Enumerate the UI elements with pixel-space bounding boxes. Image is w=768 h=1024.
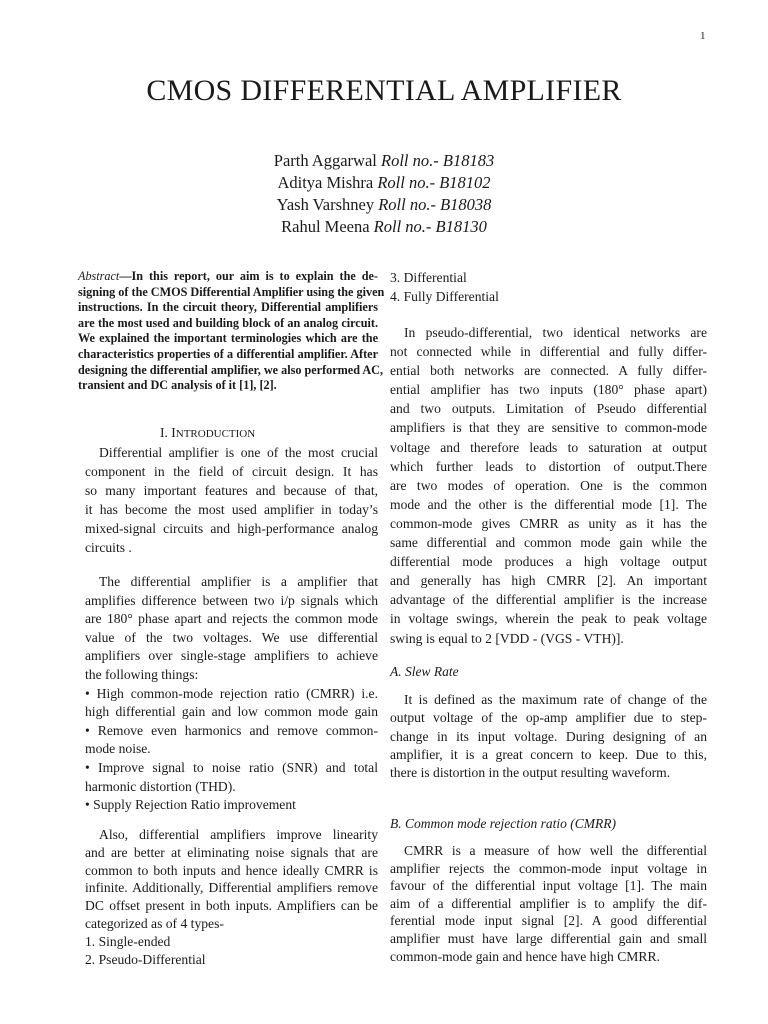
slew-rate-paragraph: [390, 691, 707, 782]
abstract-line: designing the differential amplifier, we also performed AC,: [78, 362, 384, 377]
text-line: it has become the most used amplifier in today’s: [85, 502, 378, 517]
roll-label: Roll no.-: [381, 151, 439, 170]
author-name: Aditya Mishra: [277, 173, 374, 192]
intro-paragraph-1: [85, 443, 378, 557]
abstract-line: characteristics properties of a differential amplifier. After: [78, 346, 378, 361]
text-line: amplifier must have large differential gain and small: [390, 930, 707, 946]
text-line: • Supply Rejection Ratio improvement: [85, 797, 296, 813]
text-line: ferential mode input signal [2]. A good differential: [390, 913, 707, 929]
paper-title: CMOS DIFFERENTIAL AMPLIFIER: [146, 74, 622, 107]
text-line: and are better at eliminating noise signals that are: [85, 844, 378, 860]
text-line: CMRR is a measure of how well the differential: [404, 843, 707, 858]
abstract-label: Abstract: [78, 269, 120, 283]
intro-paragraph-2: [85, 573, 378, 815]
text-line: ential amplifier has two inputs (180° phase apart): [390, 382, 707, 398]
text-line: 1. Single-ended: [85, 933, 171, 949]
text-line: which further leads to distortion of output.There: [390, 458, 707, 474]
text-line: are two modes of operation. One is the common: [390, 477, 707, 493]
author-line: [0, 194, 768, 216]
subsection-heading-cmrr: B. Common mode rejection ratio (CMRR): [390, 816, 616, 831]
text-line: 2. Pseudo-Differential: [85, 951, 206, 967]
text-line: are 180° phase apart and rejects the common mode: [85, 611, 378, 627]
text-line: common-mode gives CMRR as unity as it has the: [390, 515, 707, 531]
text-line: amplifiers is that they are sensitive to common-mode: [390, 420, 707, 436]
cmrr-paragraph: [390, 842, 707, 965]
text-line: amplifies difference between two i/p signals which: [85, 592, 378, 608]
intro-paragraph-4: [390, 323, 707, 648]
author-line: [0, 150, 768, 172]
abstract: [78, 269, 385, 394]
abstract-line: [78, 269, 378, 285]
author-name: Parth Aggarwal: [273, 151, 377, 170]
text-line: It is defined as the maximum rate of change of the: [404, 692, 707, 707]
roll-label: Roll no.-: [373, 217, 432, 236]
text-line: amplifier rejects the common-mode input voltage in: [390, 860, 707, 876]
text-line: and generally has high CMRR [2]. An important: [390, 573, 707, 589]
text-line: in voltage swings, wherein the peak to peak voltage: [390, 611, 707, 627]
text-line: output voltage of the op-amp amplifier due to step-: [390, 710, 707, 726]
intro-paragraph-3: [85, 826, 378, 968]
text-line: 3. Differential: [390, 270, 467, 285]
author-line: [0, 172, 768, 194]
text-line: component in the field of circuit design. It has: [85, 464, 378, 479]
text-line: DC offset present in both inputs. Amplifiers can be: [85, 898, 378, 914]
abstract-line: signing of the CMOS Differential Amplifier using the given: [78, 284, 385, 299]
text-line: the following things:: [85, 666, 199, 682]
roll-number: B18102: [439, 173, 491, 192]
text-line: ential both networks are connected. A fully differ-: [390, 363, 707, 379]
abstract-line: transient and DC analysis of it [1], [2].: [78, 378, 277, 393]
text-line: • Improve signal to noise ratio (SNR) and total: [85, 759, 378, 775]
text-line: common-mode gain and hence have high CMRR.: [390, 948, 660, 964]
text-line: amplifiers over single-stage amplifiers to achieve: [85, 648, 378, 664]
text-line: common to both inputs and hence ideally CMRR is: [85, 862, 378, 878]
text-line: 4. Fully Differential: [390, 289, 499, 304]
text-line: voltage and therefore leads to saturation at output: [390, 439, 707, 455]
text-line: value of the two voltages. We use differential: [85, 629, 378, 645]
text-line: harmonic distortion (THD).: [85, 778, 236, 794]
text-line: high differential gain and low common mode gain: [85, 704, 378, 720]
text-line: mixed-signal circuits and high-performance analog: [85, 521, 378, 536]
text-line: infinite. Additionally, Differential amplifiers remove: [85, 880, 378, 896]
text-line: Also, differential amplifiers improve linearity: [99, 827, 378, 842]
text-line: The differential amplifier is a amplifier that: [99, 574, 378, 589]
text-line: and two outputs. Limitation of Pseudo differential: [390, 401, 707, 417]
text-line: mode and the other is the differential mode [1]. The: [390, 496, 707, 512]
subsection-heading-slew-rate: A. Slew Rate: [390, 664, 459, 679]
section-heading-introduction: [160, 425, 255, 441]
text-line: Differential amplifier is one of the most crucial: [99, 445, 378, 460]
text-line: there is distortion in the output resulting waveform.: [390, 765, 671, 781]
text-line: aim of a differential amplifier is to amplify the dif-: [390, 895, 707, 911]
abstract-line: instructions. In the circuit theory, Differential amplifiers: [78, 300, 378, 315]
text-line: favour of the differential input voltage [1]. The main: [390, 878, 707, 894]
text-line: mode noise.: [85, 741, 151, 757]
section-heading-rest: NTRODUCTION: [175, 428, 256, 440]
text-line: amplifier, it is a great concern to keep. Due to this,: [390, 746, 707, 762]
author-line: [0, 216, 768, 238]
abstract-text: —In this report, our aim is to explain the de-: [119, 269, 378, 283]
author-name: Yash Varshney: [276, 195, 375, 214]
page-number: 1: [700, 30, 706, 42]
roll-number: B18183: [442, 151, 495, 170]
text-line: swing is equal to 2 [VDD - (VGS - VTH)].: [390, 630, 624, 646]
abstract-line: are the most used and building block of an analog circuit.: [78, 315, 378, 330]
roll-label: Roll no.-: [378, 195, 436, 214]
text-line: circuits .: [85, 540, 132, 555]
text-line: • Remove even harmonics and remove common-: [85, 722, 378, 738]
text-line: change in its input voltage. During designing of an: [390, 728, 707, 744]
text-line: In pseudo-differential, two identical networks are: [404, 325, 707, 340]
text-line: advantage of the differential amplifier is the increase: [390, 592, 707, 608]
roll-label: Roll no.-: [377, 173, 436, 192]
roll-number: B18130: [435, 217, 487, 236]
author-list: [0, 150, 768, 238]
text-line: not connected while in differential and fully differ-: [390, 344, 707, 360]
amplifier-types-continued: [390, 268, 707, 306]
roll-number: B18038: [440, 195, 492, 214]
text-line: differential mode produces a high voltage output: [390, 554, 707, 570]
text-line: • High common-mode rejection ratio (CMRR) i.e.: [85, 685, 378, 701]
author-name: Rahul Meena: [281, 217, 370, 236]
section-heading-cap: I: [171, 425, 176, 440]
text-line: same differential and common mode gain while the: [390, 535, 707, 551]
section-number: I.: [160, 425, 168, 440]
text-line: so many important features and because of that,: [85, 483, 378, 498]
abstract-line: We explained the important terminologies which are the: [78, 331, 378, 346]
text-line: categorized as of 4 types-: [85, 915, 224, 931]
